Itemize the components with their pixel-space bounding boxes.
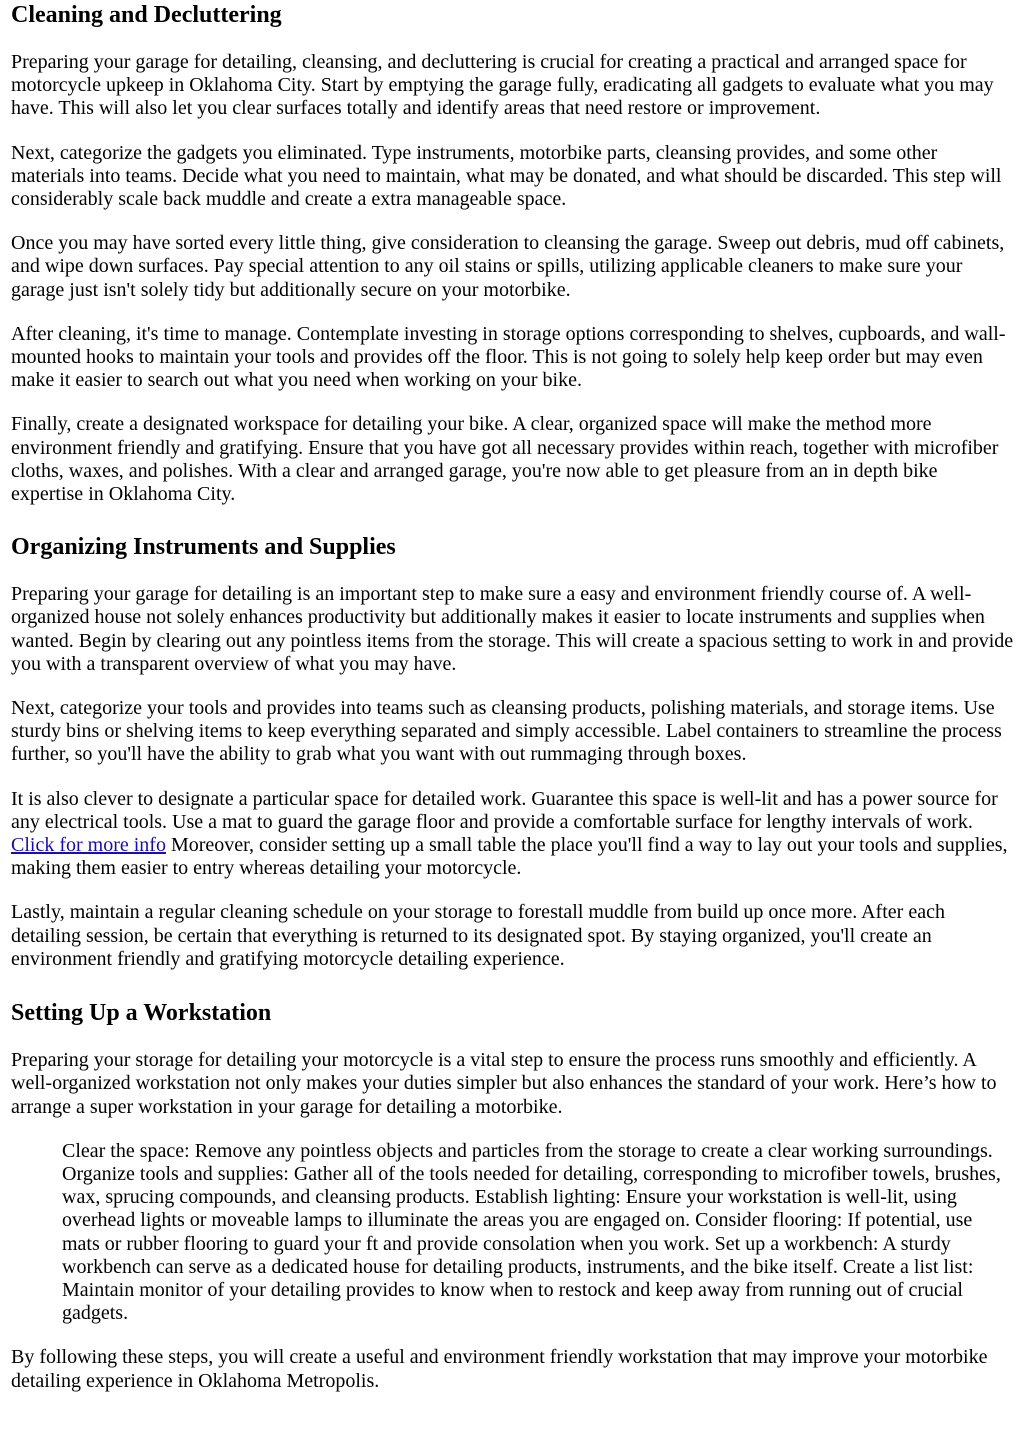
paragraph: After cleaning, it's time to manage. Contemplate investing in storage options corresponding to shelves, cupboards, and wall-mounted hooks to maintain your tools and provides off the floor. This is not going to solely help keep order but may even make it easier to search out what you need when working on your bike. [11, 322, 1006, 392]
paragraph-text-after-link: Moreover, consider setting up a small table the place you'll find a way to lay out your tools and supplies, making them easier to entry whereas detailing your motorcycle. [11, 834, 1008, 880]
paragraph: Finally, create a designated workspace for detailing your bike. A clear, organized space will make the method more environment friendly and gratifying. Ensure that you have got all necessary provides within reach, together with microfiber cloths, waxes, and polishes. With a clear and arranged garage, you're now able to get pleasure from an in depth bike expertise in Oklahoma City. [11, 413, 999, 506]
paragraph: Preparing your garage for detailing is an important step to make sure a easy and environment friendly course of. A well-organized house not solely enhances productivity but additionally makes it easier to locate instruments and supplies when wanted. Begin by clearing out any pointless items from the storage. This will create a spacious setting to work in and provide you with a transparent overview of what you may have. [11, 583, 1014, 675]
paragraph: Lastly, maintain a regular cleaning schedule on your storage to forestall muddle from build up once more. After each detailing session, be certain that everything is returned to its designated spot. By staying organized, you'll create an environment friendly and gratifying motorcycle detailing experience. [11, 901, 945, 970]
section-heading-organizing: Organizing Instruments and Supplies [11, 534, 396, 561]
section-heading-cleaning: Cleaning and Decluttering [11, 2, 282, 28]
paragraph: Next, categorize your tools and provides into teams such as cleansing products, polishing materials, and storage items. Use sturdy bins or shelving items to keep everything separated and simply accessible. Label containers to streamline the process further, so you'll have the ability to grab what you want with out rummaging through boxes. [11, 697, 1002, 766]
paragraph: Preparing your garage for detailing, cleansing, and decluttering is crucial for creating a practical and arranged space for motorcycle upkeep in Oklahoma City. Start by emptying the garage fully, eradicating all gadgets to evaluate what you may have. This will also let you clear surfaces totally and identify areas that need restore or improvement. [11, 51, 994, 120]
workstation-steps-quote: Clear the space: Remove any pointless objects and particles from the storage to create a clear working surroundings. Organize tools and supplies: Gather all of the tools needed for detailing, corresponding to microfiber towels, brushes, wax, sprucing compounds, and cleansing products. Establish lighting: Ensure your workstation is well-lit, using overhead lights or moveable lamps to illuminate the areas you are engaged on. Consider flooring: If potential, use mats or rubber flooring to guard your ft and provide consolation when you work. Set up a workbench: A sturdy workbench can serve as a dedicated house for detailing products, instruments, and the bike itself. Create a list list: Maintain monitor of your detailing provides to know when to restock and keep away from running out of crucial gadgets. [62, 1139, 1001, 1325]
paragraph: By following these steps, you will create a useful and environment friendly workstation that may improve your motorbike detailing experience in Oklahoma Metropolis. [11, 1346, 988, 1392]
section-heading-workstation: Setting Up a Workstation [11, 1000, 272, 1027]
paragraph: Next, categorize the gadgets you eliminated. Type instruments, motorbike parts, cleansing provides, and some other materials into teams. Decide what you need to maintain, what may be donated, and what should be discarded. This step will considerably scale back muddle and create a extra manageable space. [11, 141, 1002, 211]
paragraph: Preparing your storage for detailing your motorcycle is a vital step to ensure the process runs smoothly and efficiently. A well-organized workstation not only makes your duties simpler but also enhances the standard of your work. Here’s how to arrange a super workstation in your garage for detailing a motorbike. [11, 1049, 997, 1118]
paragraph-text-before-link: It is also clever to designate a particular space for detailed work. Guarantee this space is well-lit and has a power source for any electrical tools. Use a mat to guard the garage floor and provide a comfortable surface for lengthy intervals of work. [11, 787, 998, 833]
paragraph: Once you may have sorted every little thing, give consideration to cleansing the garage. Sweep out debris, mud off cabinets, and wipe down surfaces. Pay special attention to any oil stains or spills, utilizing applicable cleaners to make sure your garage just isn't solely tidy but additionally secure on your motorbike. [11, 232, 1005, 301]
article [0, 1, 1024, 1393]
more-info-link[interactable]: Click for more info [11, 834, 166, 857]
paragraph-with-link [11, 788, 1014, 881]
